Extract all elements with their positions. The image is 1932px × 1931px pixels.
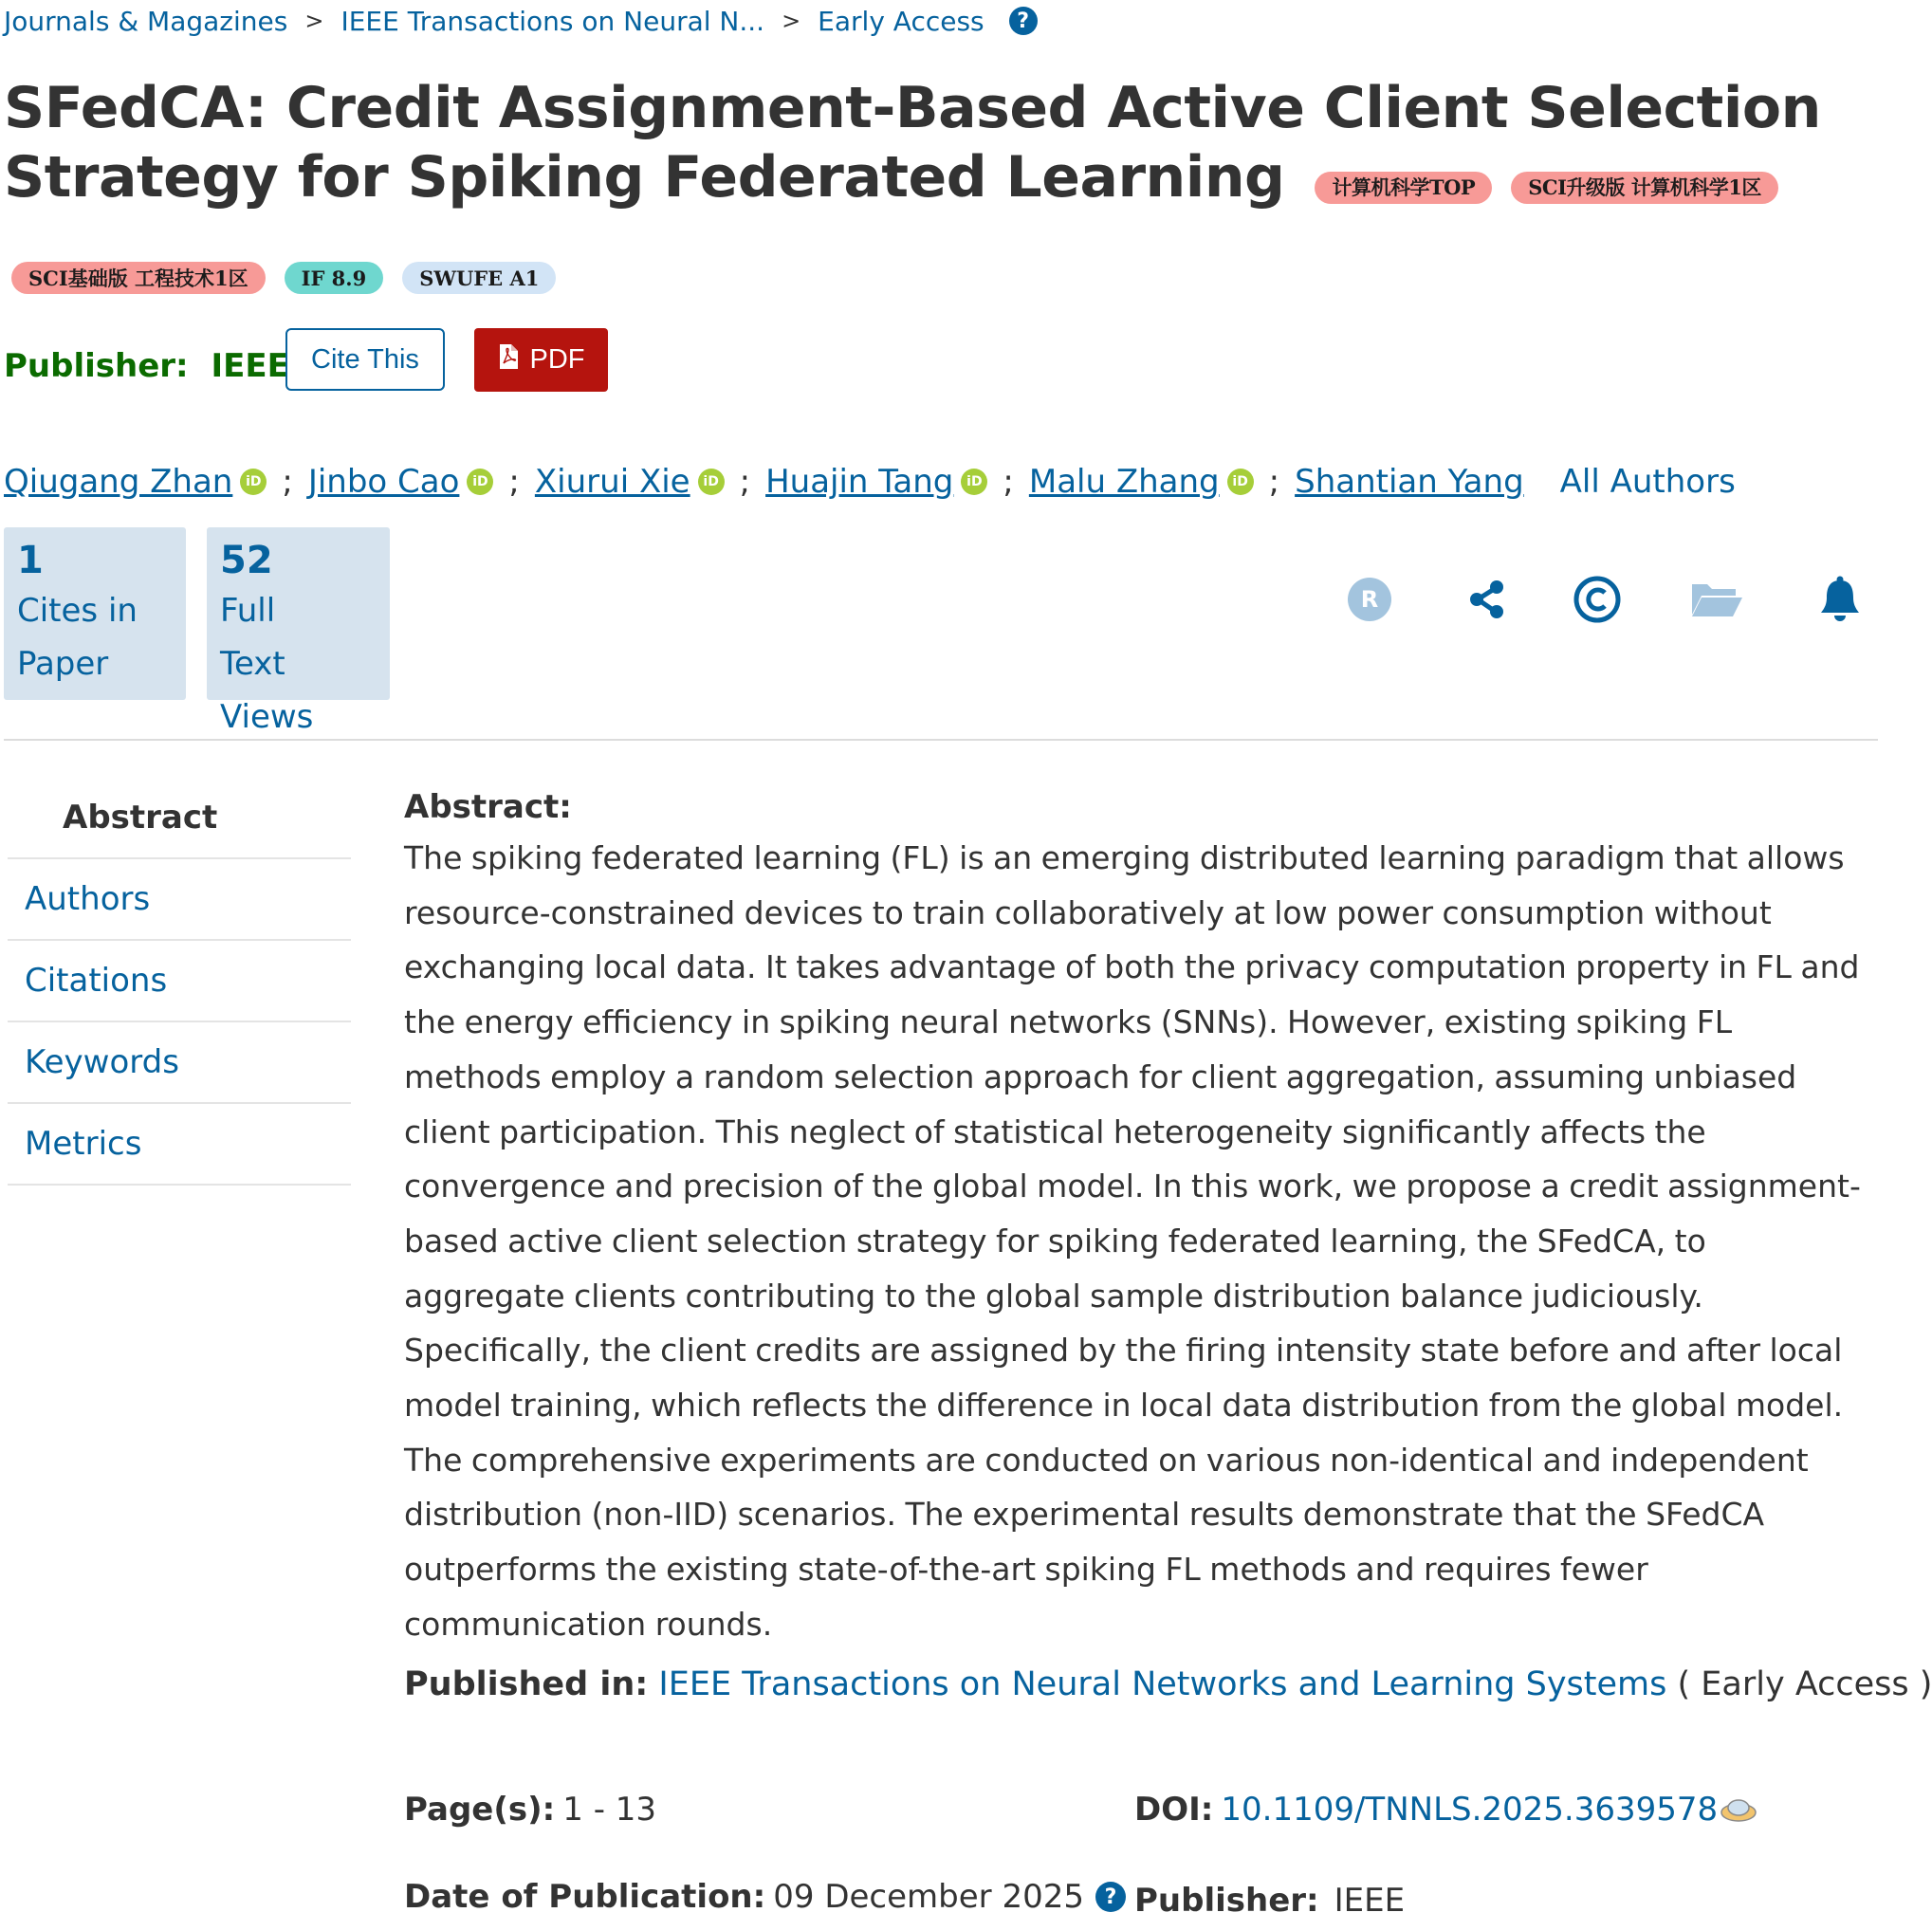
title-badges: [1315, 172, 1777, 204]
cites-label-line1: Cites in: [17, 592, 138, 630]
publication-status: ( Early Access ): [1677, 1665, 1932, 1703]
abstract-section: [404, 783, 1865, 1652]
bell-icon[interactable]: [1813, 573, 1867, 626]
publisher-label: Publisher:: [4, 347, 189, 385]
abstract-heading: Abstract:: [404, 788, 572, 826]
breadcrumb-separator: >: [304, 8, 324, 34]
abstract-text: The spiking federated learning (FL) is an emerging distributed learning paradigm that allows resource-constrained devices to train collaboratively at low power consumption without exchanging local data. It takes advantage of both the privacy computation property in FL and the energy efficiency in spiking neural networks (SNNs). However, existing spiking FL methods employ a random selection approach for client aggregation, assuming unbiased client participation. This neglect of statistical heterogeneity significantly affects the convergence and precision of the global model. In this work, we propose a credit assignment-based active client selection strategy for spiking federated learning, the SFedCA, to aggregate clients contributing to the global sample distribution balance judiciously. Specifically, the client credits are assigned by the firing intensity state before and after local model training, which reflects the difference in local data distribution from the global model. The comprehensive experiments are conducted on various non-identical and independent distribution (non-IID) scenarios. The experimental results demonstrate that the SFedCA outperforms the existing state-of-the-art spiking FL methods and requires fewer communication rounds.: [404, 839, 1861, 1643]
orcid-icon[interactable]: iD: [1227, 469, 1254, 495]
cite-this-button[interactable]: Cite This: [285, 328, 445, 391]
date-row: [404, 1878, 1126, 1916]
author-list: [4, 461, 1736, 503]
details-publisher-row: [1134, 1882, 1405, 1920]
orcid-icon[interactable]: iD: [961, 469, 987, 495]
doi-label: DOI:: [1134, 1791, 1214, 1829]
orcid-icon[interactable]: iD: [467, 469, 493, 495]
badge-row: [11, 262, 556, 294]
views-label-line2: Text Views: [220, 645, 314, 736]
author-separator: ;: [1268, 463, 1280, 501]
nav-citations[interactable]: Citations: [8, 941, 351, 1022]
doi-row: [1134, 1791, 1757, 1829]
views-metric[interactable]: [207, 527, 390, 736]
author-link[interactable]: Shantian Yang: [1295, 463, 1524, 501]
publisher-value: IEEE: [211, 347, 289, 385]
pdf-icon: [498, 343, 519, 377]
published-in-label: Published in:: [404, 1665, 649, 1703]
author-link[interactable]: Huajin Tang: [765, 463, 954, 501]
document-nav: [8, 778, 351, 1186]
pages-value: 1 - 13: [562, 1791, 657, 1829]
author-separator: ;: [508, 463, 520, 501]
page-title: [4, 74, 1844, 212]
share-icon[interactable]: [1461, 573, 1514, 626]
author-link[interactable]: Jinbo Cao: [307, 463, 460, 501]
impact-factor-badge: IF 8.9: [285, 262, 384, 294]
folder-icon[interactable]: [1688, 573, 1745, 626]
author-separator: ;: [739, 463, 751, 501]
breadcrumb-early-access[interactable]: Early Access: [818, 5, 984, 37]
title-line-2: Strategy for Spiking Federated Learning: [4, 144, 1285, 211]
details-publisher-label: Publisher:: [1134, 1882, 1319, 1920]
pages-label: Page(s):: [404, 1791, 556, 1829]
author-separator: ;: [282, 463, 293, 501]
doi-link[interactable]: 10.1109/TNNLS.2025.3639578: [1221, 1791, 1719, 1829]
cites-count: 1: [17, 539, 44, 582]
date-value: 09 December 2025: [773, 1878, 1084, 1916]
ranking-badge: SCI基础版 工程技术1区: [11, 262, 266, 294]
pdf-label: PDF: [529, 344, 585, 375]
details-publisher-value: IEEE: [1334, 1882, 1406, 1920]
breadcrumb-journals[interactable]: Journals & Magazines: [4, 5, 288, 37]
r-icon[interactable]: [1343, 573, 1396, 626]
nav-abstract[interactable]: Abstract: [8, 778, 351, 859]
published-in: [404, 1665, 1932, 1703]
cites-label-line2: Paper: [17, 645, 109, 683]
pdf-button[interactable]: [474, 328, 608, 392]
author-link[interactable]: Malu Zhang: [1028, 463, 1220, 501]
breadcrumb-journal-name[interactable]: IEEE Transactions on Neural N...: [340, 5, 765, 37]
pages-row: [404, 1791, 656, 1829]
author-link[interactable]: Qiugang Zhan: [4, 463, 233, 501]
ranking-badge: SCI升级版 计算机科学1区: [1511, 172, 1778, 204]
help-icon[interactable]: ?: [1095, 1882, 1126, 1912]
orcid-icon[interactable]: iD: [698, 469, 725, 495]
doi-resolver-icon[interactable]: [1720, 1795, 1757, 1824]
title-line-2-row: [4, 143, 1844, 212]
breadcrumb: [4, 2, 1038, 40]
publisher-label-row: [4, 347, 289, 385]
nav-keywords[interactable]: Keywords: [8, 1022, 351, 1104]
ranking-badge: 计算机科学TOP: [1315, 172, 1492, 204]
views-label-line1: Full: [220, 592, 276, 630]
copyright-icon[interactable]: [1571, 573, 1624, 626]
nav-authors[interactable]: Authors: [8, 859, 351, 941]
date-label: Date of Publication:: [404, 1878, 766, 1916]
breadcrumb-separator: >: [782, 8, 801, 34]
views-count: 52: [220, 539, 273, 582]
swufe-badge: SWUFE A1: [402, 262, 556, 294]
author-separator: ;: [1003, 463, 1014, 501]
journal-link[interactable]: IEEE Transactions on Neural Networks and Learning Systems: [658, 1665, 1667, 1703]
svg-text:R: R: [1360, 586, 1379, 613]
title-line-1: SFedCA: Credit Assignment-Based Active Client Selection: [4, 75, 1821, 141]
section-divider: [4, 739, 1878, 741]
nav-metrics[interactable]: Metrics: [8, 1104, 351, 1186]
author-link[interactable]: Xiurui Xie: [534, 463, 690, 501]
help-icon[interactable]: ?: [1009, 7, 1038, 35]
all-authors-link[interactable]: All Authors: [1559, 463, 1736, 501]
cites-metric[interactable]: [4, 527, 186, 700]
orcid-icon[interactable]: iD: [240, 469, 267, 495]
